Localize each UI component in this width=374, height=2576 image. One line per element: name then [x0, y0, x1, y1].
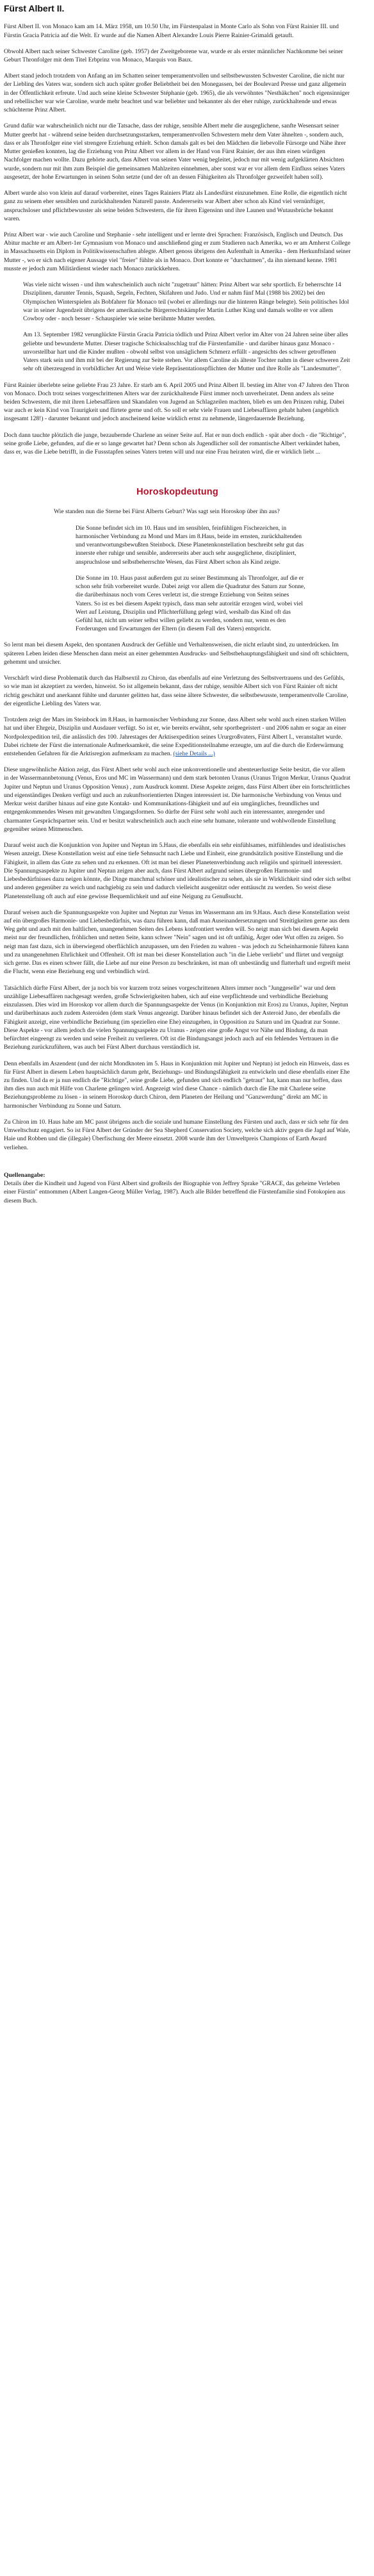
sources-label: Quellenangabe: — [4, 1171, 45, 1179]
horoscope-sun-paragraph: Die Sonne befindet sich im 10. Haus und im sensiblen, feinfühligen Fischezeichen, in harmonischer Verbindung zu Mond und Mars im 8.Haus, beide im ernsten, zurückhaltenden und verantwortungsbewußten Steinbock. Diese Planetenkonstellation beschreibt sehr gut das innerste eher ruhige und sensible, andererseits aber auch sehr ausgeglichene, diszipliniert, anspruchslose und selbstbeherrschte Wesen, das Fürst Albert schon als Kind zeigte. — [76, 524, 304, 566]
article — [0, 0, 374, 1205]
intro-paragraph-heir: Obwohl Albert nach seiner Schwester Caroline (geb. 1957) der Zweitgeborene war, wurde er als erster männlicher Nachkomme bei seiner Geburt Thronfolger mit dem Titel Erbprinz von Monaco, Marquis von Baux. — [4, 47, 343, 64]
mother-death-paragraph: Am 13. September 1982 verunglückte Fürstin Gracia Patricia tödlich und Prinz Albert verlor im Alter von 24 Jahren seine über alles geliebte und bewunderte Mutter. Dieser tragische Schicksalsschlag traf die Fürstenfamilie - und darüber hinaus ganz Monaco - unvorstellbar hart und die Kinder mußten - obwohl selbst von unsäglichem Schmerz erfüllt - angesichts des schwer getroffenen Vaters stark sein und ihm mit bei der Regierung zur Seite stehen. Vor allem Caroline als älteste Tochter nahm in dieser schweren Zeit sehr oft überzeugend in vorbildlicher Art und Weise viele Repräsentationspflichten der Mutter und ihre Rolle als "Landesmutter". — [23, 331, 350, 373]
intro-paragraph-birth: Fürst Albert II. von Monaco kam am 14. März 1958, um 10.50 Uhr, im Fürstenpalast in Monte Carlo als Sohn von Fürst Rainier III. und Fürstin Gracia Patricia auf die Welt. Er wurde auf die Namen Albert Alexandre Louis Pierre Rainier-Grimaldi getauft. — [4, 23, 339, 39]
horoscope-paragraph-mars — [4, 716, 351, 758]
horoscope-paragraph-aquarius: Diese ungewöhnliche Aktion zeigt, das Fürst Albert sehr wohl auch eine unkonventionelle und abenteuerlustige Seite besitzt, die vor allem in der Wassermannbetonung (Venus, Eros und MC im Wassermann) und dem stark betonten Uranus (Uranus Trigon Merkur, Uranus Quadrat Jupiter und Neptun und Uranus Opposition Venus) , zum Ausdruck kommt. Diese Aspekte zeigen, dass Fürst Albert über ein fortschrittliches und eigenständiges Denken verfügt und auch an zukunftsorientierten Dingen interessiert ist. Die harmonische Verbindung von Venus und Merkur weist darüber hinaus auf eine gute Kontakt- und Kommunikations-fähigkeit und auf ein umgängliches, freundliches und entgegenkommendes Wesen mit gewandten Umgangsformen. So dürfte der Fürst sehr wohl auch ein interessanter, anregender und charmanter Gesprächspartner sein. Und er besitzt wahrscheinlich auch auch eine sehr humane, tolerante und wohlwollende Einstellung gegenüber seinen Mitmenschen. — [4, 766, 351, 833]
details-link[interactable]: (siehe Details ...) — [173, 750, 215, 758]
horoscope-heading: Horoskopdeutung — [136, 487, 218, 498]
mars-text: Trotzdem zeigt der Mars im Steinbock im 8.Haus, in harmonischer Verbindung zur Sonne, dass Albert sehr wohl auch einen starken Willen hat und über Ehrgeiz, Disziplin und Ausdauer verfügt. So ist er, wie bereits erwähnt, sehr sportbegeistert - und 2006 nahm er sogar an einer Nordpolexpedition teil, die anlässlich des 100. Jahrestages der Arktisexpedition seines Ururgroßvaters, Fürst Albert I., veranstaltet wurde. Dabei richtete der Fürst die internationale Aufmerksamkeit, die seine Expeditionsteilnahme erzeugte, um auf die durch die Erderwärmung entstehenden Gefahren für die Arktisregion aufmerksam zu machen. — [4, 716, 346, 758]
intro-paragraph-preparation: Albert wurde also von klein auf darauf vorbereitet, eines Tages Rainiers Platz als Landesfürst einzunehmen. Eine Rolle, die eigentlich nicht ganz zu seinem eher sensiblen und zurückhaltenden Naturell passte. Andererseits war Albert aber schon als Kind viel vernünftiger, anspruchsloser und pflichtbewusster als seine beiden Schwestern, die für ihren Eigensinn und ihre Launen und Wutausbrüche bekannt waren. — [4, 190, 347, 222]
intro-paragraph-shadow: Albert stand jedoch trotzdem von Anfang an im Schatten seiner temperamentvollen und selbstbewussten Schwester Caroline, die nicht nur der Liebling des Vaters war, sondern sich auch später großer Beliebtheit bei den Monegassen, bei der Boulevard Presse und ganz allgemein in der Öffentlichkeit erfreute. Und auch seine kleine Schwester Stéphanie (geb. 1965), die als verwöhntes "Nesthäkchen" noch eigensinniger und rebellischer war wie Caroline, wurde mehr beachtet und war beliebter und bekannter als der eher ruhige, zurückhaltende und etwas schüchterne Prinz Albert. — [4, 72, 350, 114]
sources — [4, 1171, 351, 1205]
intro-paragraph-upbringing: Grund dafür war wahrscheinlich nicht nur die Tatsache, dass der ruhige, sensible Albert mehr die ausgeglichene, sanfte Wesensart seiner Mutter geerbt hat - während seine beiden durchsetzungsstarken, temperamentvollen Schwestern mehr dem Vater ähnelten -, sondern auch, dass er als Thronfolger eine viel strengere Erziehung erhielt. Schon damals galt es bei den Mädchen die liebevolle Fürsorge und Nähe ihrer Mutter genießen konnten, lag die Erziehung von Prinz Albert vor allem in der Hand von Fürst Rainier, der aus ihm einen würdigen Nachfolger machen wollte. Dazu gehörte auch, dass Albert von seinen Vater wenig begleitet, jedoch nur mit wenig aufgeklärten Absichten wurde, sondern nur mit ihm zum Beispiel die gemeinsamen Mahlzeiten einnehmen, aber sonst war er vor allem dem Einfluss seines Vaters ausgesetzt, der hohe Erwartungen in seinen Sohn setzte (und der oft an dessen Fähigkeiten als Thronfolger gezweifelt haben soll). — [4, 122, 346, 181]
horoscope-paragraph-jupiter-neptune: Darauf weist auch die Konjunktion von Jupiter und Neptun im 5.Haus, die ebenfalls ein sehr einfühlsames, mitfühlendes und idealistisches Wesen anzeigt. Diese Konstellation weist auf eine tiefe Sehnsucht nach Liebe und Einheit, eine grundsätzlich positive Einstellung und die Fähigkeit, in allem das Gute zu sehen und zu erkennen. Oft ist man bei dieser Planetenverbindung auch religiös und spirituell interessiert. Die Spannungsaspekte zu Jupiter und Neptun zeigen aber auch, dass Fürst Albert aufgrund seines übergroßen Harmonie- und Liebesbedürfnisses dazu neigen könnte, die Dinge manchmal schöner und idealistischer zu sehen, als sie in Wirklichkeit sind oder sich selbst und anderen gegenüber zu weich und nachgiebig zu sein und dadurch vielleicht ausgenützt oder enttäuscht zu werden. So weist diese Planetenstellung oft auch auf eine gewisse Bequemlichkeit und auf eine Neigung zu Genußsucht. — [4, 842, 351, 900]
horoscope-paragraph-environment: Zu Chiron im 10. Haus habe am MC passt übrigens auch die soziale und humane Einstellung des Fürsten und auch, dass er sich sehr für den Umweltschutz engagiert. So ist Fürst Albert der Gründer der Sea Shepherd Conservation Society, welche sich aktiv gegen die Jagd auf Wale, Haie und Robben und die (illegale) Überfischung der Meere einsetzt. 2008 wurde ihm der Umweltpreis Champions of Earth Award verliehen. — [4, 1118, 350, 1151]
horoscope-paragraph-chiron: Verschärft wird diese Problematik durch das Halbsextil zu Chiron, das ebenfalls auf eine Verletzung des Selbstvertrauens und des Gefühls, so wie man ist akzeptiert zu werden, hinweist. So ist allgemein bekannt, dass der ruhige, sensible Albert sich von Fürst Rainier oft nicht richtig geschätzt und anerkannt fühlte und darunter gelitten hat, dass seine ältere Schwester, die selbstbewusste, temperamentvolle Caroline, der eigentliche Liebling des Vaters war. — [4, 675, 348, 707]
sports-paragraph: Was viele nicht wissen - und ihm wahrscheinlich auch nicht "zugetraut" hätten: Prinz Albert war sehr sportlich. Er beherrschte 14 Disziplinen, darunter Tennis, Squash, Segeln, Fechten, Skifahren und Judo. Und er nahm fünf Mal (1988 bis 2002) bei den Olympischen Winterspielen als Bobfahrer für Monaco teil (wobei er allerdings nur die hinteren Ränge belegte). Sein politisches Idol war in seiner Jugendzeit übrigens der amerikanische Bürgerrechtskämpfer Martin Luther King und damals wollte er vor allem Cowboy oder - noch besser - Schauspieler wie seine berühmte Mutter werden. — [23, 281, 349, 323]
throne-paragraph: Fürst Rainier überlebte seine geliebte Frau 23 Jahre. Er starb am 6. April 2005 und Prinz Albert II. bestieg im Alter von 47 Jahren den Thron von Monaco. Doch trotz seines vorgeschrittenen Alters war der zurückhaltende Fürst immer noch unverheiratet. Denn anders als seine beiden Schwestern, die mit ihren Liebesaffären und Skandalen von Jugend an Schlagzeilen machten, blieb es um den Prinzen ruhig. Dabei war auch er kein Kind von Traurigkeit und flirtete gerne und oft. So soll er sehr viele Frauen und Liebesaffären gehabt haben (angeblich insgesamt 128!) - darunter bekannt und jedoch anscheinend keine wirklich ernst zu nehmende, längerdauernde Beziehung. — [4, 381, 350, 423]
horoscope-sun-tenth-house-paragraph: Die Sonne im 10. Haus passt außerdem gut zu seiner Bestimmung als Thronfolger, auf die er schon sehr früh vorbereitet wurde. Dabei zeigt vor allem die Quadratur des Saturn zur Sonne, die darüberhinaus noch vom Ceres verletzt ist, die strenge Erziehung von Seiten seines Vaters. So ist es bei diesem Aspekt typisch, dass man sehr autoritär erzogen wird, wobei viel Wert auf Leistung, Disziplin und Pflichterfüllung gelegt wird, weshalb das Kind oft das Gefühl hat, nicht um seiner selbst willen geliebt zu werden, sondern nur, wenn es den Forderungen und Erwartungen der Eltern (in diesem Fall des Vaters) entspricht. — [76, 574, 305, 633]
horoscope-paragraph-venus: Darauf weisen auch die Spannungsaspekte von Jupiter und Neptun zur Venus im Wassermann am im 9.Haus. Auch diese Konstellation weist auf ein übergroßes Harmonie- und Liebesbedürfnis, was dazu führen kann, daß man Auseinandersetzungen und Streitigkeiten gerne aus dem Weg geht und auch mit den haltlichen, unangenehmen Seiten des Lebens konfrontiert werden will. So neigt man sich bei diesem Aspekt meist nur der freundlichen, fröhlichen und netten Seite, kann schwer "Nein" sagen und ist oft unfähig, Ärger oder Wut offen zu zeigen. So neigt man fast dazu, sich in überwiegend oberflächlich anzupassen, um den Frieden zu wahren - was jedoch zu Scheinharmonie führen kann und zu unangenehmen Ehrlichkeit und Offenheit. Oft ist man bei dieser Konstellation auch "in die Liebe verliebt" und flirtet und vergnügt sich gerne. Das es einen schwer fällt, die Liebe auf nur eine Person zu beschränken, ist man oft unbeständig und flatterhaft und ergreift meist die Flucht, wenn eine Beziehung eng und verbindlich wird. — [4, 908, 351, 976]
horoscope-intro: Wie standen nun die Sterne bei Fürst Alberts Geburt? Was sagt sein Horoskop über ihn aus? — [54, 508, 280, 516]
page-title: Fürst Albert II. — [4, 3, 65, 13]
horoscope-paragraph-node: Denn ebenfalls im Aszendent (und der nicht Mondknoten im 5. Haus in Konjunktion mit Jupiter und Neptun) ist jedoch ein Hinweis, dass es für Fürst Albert in diesem Leben hauptsächlich darum geht, Beziehungs- und Bindungsfähigkeit zu entwickeln und diese ebenfalls einer Ehe zu finden. Und da er ja nun endlich die "Richtige", seine große Liebe, gefunden und sich endlich "getraut" hat, kann man nur hoffen, dass ihm dies nun auch mit Hilfe von Charlene gelingen wird. Angezeigt wird diese Chance - nämlich durch die Ehe mit Charlene seine Beziehungsprobleme zu lösen - in seinem Horoskop durch Chiron, dem Planeten der Heilung und "Ganzwerdung" direkt am MC in harmonischer Verbindung zu Sonne und Saturn. — [4, 1060, 350, 1110]
charlene-paragraph: Doch dann tauchte plötzlich die junge, bezaubernde Charlene an seiner Seite auf. Hat er nun doch endlich - spät aber doch - die "Richtige", seine große Liebe, gefunden, auf die er so lange gewartet hat? Denn schon als Jugendlicher soll der romantische Albert verkündet haben, dass er, was die Liebe betrifft, in die Fussstapfen seines Vaters treten will und nur eine Frau heiraten wird, die er wirklich liebt ... — [4, 431, 346, 456]
horoscope-paragraph-bachelor: Tatsächlich dürfte Fürst Albert, der ja noch bis vor kurzem trotz seines vorgeschrittenen Alters immer noch "Junggeselle" war und dem unzählige Liebesaffären nachgesagt werden, große Schwierigkeiten haben, sich auf eine verpflichtende und verbindliche Beziehung einzulassen. Dies wird im Horoskop vor allem durch die Spannungsaspekte der Venus (in Konjunktion mit Eros) zu Uranus, Jupiter, Neptun und darüberhinaus auch zudem Asteroiden (dem stark Venus angezeigt. Darüber hinaus befindet sich der Asteroid Juno, der ebenfalls die Fähigkeit anzeigt, eine verbindliche Beziehung (im speziellen eine Ehe) einzugehen, in Opposition zu Saturn und im Quadrat zur Sonne. Diese Aspekte - vor allem jedoch die vielen Spannungsaspekte zu Uranus - zeigen eine große Angst vor Nähe und Bindung, da man befürchtet eingeengt zu werden und seine Freiheit zu verlieren. Oft ist die Bindungsangst jedoch auch auf ein fehlendes Vertrauen in die Beziehung zurückzuführen, was auch bei Fürst Albert durchaus verständlich ist. — [4, 984, 348, 1051]
horoscope-paragraph-expression: So lernt man bei diesem Aspekt, den spontanen Ausdruck der Gefühle und Verhaltensweisen, die nicht erlaubt sind, zu unterdrücken. Im späteren Leben leiden diese Menschen dann meist an einer gehemmten Ausdrucks- und Selbstbehauptungsfähigkeit und sind oft schüchtern, gehemmt und unsicher. — [4, 641, 349, 666]
sources-text: Details über die Kindheit und Jugend von Fürst Albert sind großteils der Biographie von Jeffrey Sprake "GRACE, das geheime Verleben einer Fürstin" entnommen (Albert Langen-Georg Müller Verlag, 1987). Auch alle Bilder betreffend die Fürstenfamilie sind Fotokopien aus diesem Buch. — [4, 1180, 346, 1204]
intro-paragraph-education: Prinz Albert war - wie auch Caroline und Stephanie - sehr intelligent und er lernte drei Sprachen: Französisch, Englisch und Deutsch. Das Abitur machte er am Albert-1er Gymnasium von Monaco und anschließend ging er zum Studieren nach Amerika, wo er am Amherst College in Massachusetts ein Diplom in Politikwissenschaften ablegte. Albert genoss übrigens den Aufenthalt in Amerika - dem Herkunftsland seiner Mutter -, wo er sich nach eigener Aussage viel "freier" fühlte als in Monaco. Dort konnte er "durchatmen", da ihn niemand kenne. 1981 musste er jedoch zum Militärdienst wieder nach Monaco zurückkehren. — [4, 231, 351, 272]
